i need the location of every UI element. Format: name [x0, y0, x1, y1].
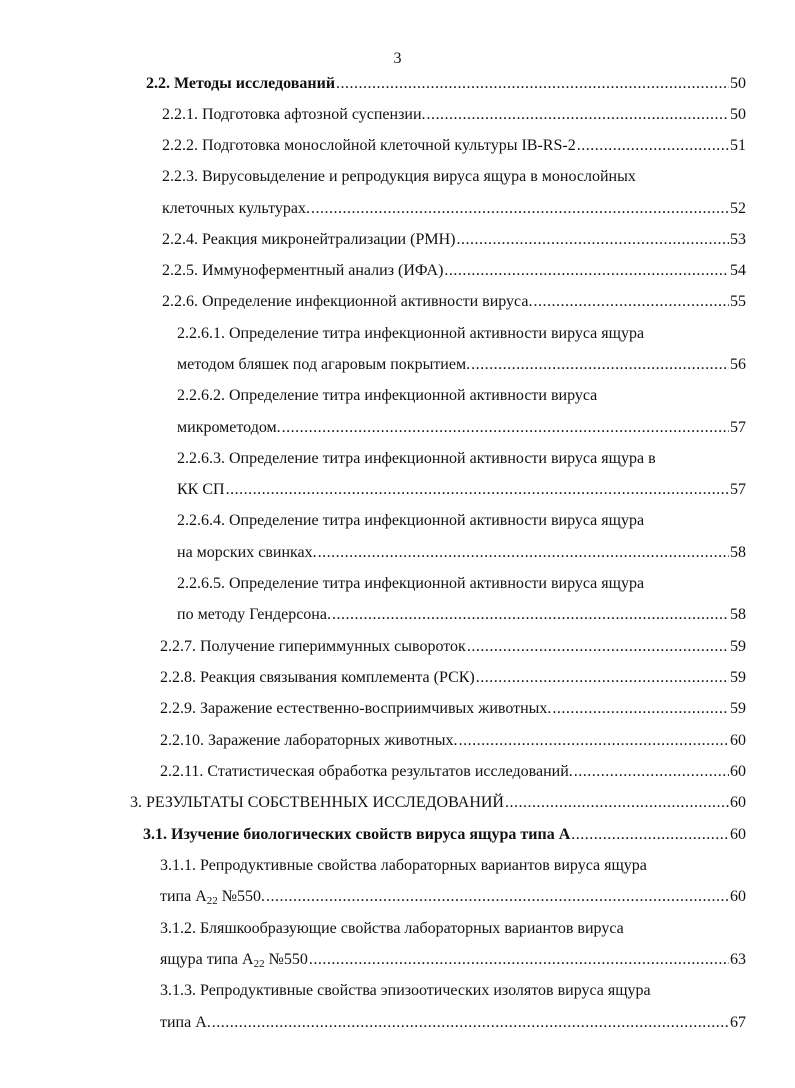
toc-entry-page: 60 — [730, 888, 746, 905]
subscript: 22 — [253, 958, 265, 970]
toc-entry-2-2-10[interactable] — [160, 732, 746, 750]
dot-leader — [226, 481, 729, 499]
dot-leader — [311, 200, 729, 218]
dot-leader — [266, 888, 729, 906]
toc-entry-2-2-2[interactable] — [162, 137, 746, 155]
toc-entry-page: 57 — [730, 419, 746, 436]
toc-entry-3-1-3[interactable] — [160, 1014, 746, 1032]
dot-leader — [212, 1014, 729, 1032]
toc-entry-3-1-3-line1[interactable]: 3.1.3. Репродуктивные свойства эпизоотических изолятов вируса ящура — [160, 982, 651, 999]
toc-entry-title: КК СП — [177, 481, 225, 498]
toc-entry-page: 51 — [730, 137, 746, 154]
toc-entry-title: 2.2.1. Подготовка афтозной суспензии. — [162, 106, 426, 123]
toc-entry-title: 2.2.5. Иммуноферментный анализ (ИФА) — [162, 262, 444, 279]
toc-entry-3-1-2[interactable] — [160, 951, 746, 969]
dot-leader — [444, 262, 729, 280]
dot-leader — [332, 606, 729, 624]
toc-entry-title — [160, 951, 308, 969]
toc-entry-3[interactable] — [130, 794, 746, 812]
toc-entry-title: 2.2. Методы исследований — [146, 75, 336, 92]
toc-entry-2-2-6-1-line1[interactable]: 2.2.6.1. Определение титра инфекционной активности вируса ящура — [177, 325, 645, 342]
toc-entry-title: типа А. — [160, 1014, 211, 1031]
toc-entry-page: 59 — [730, 638, 746, 655]
toc-entry-title: 2.2.4. Реакция микронейтрализации (РМН) — [162, 231, 456, 248]
dot-leader — [471, 356, 729, 374]
title-prefix: типа А — [160, 888, 207, 905]
toc-entry-3-1[interactable] — [143, 826, 746, 844]
toc-entry-2-2-5[interactable] — [162, 262, 746, 280]
toc-entry-3-1-2-line1[interactable]: 3.1.2. Бляшкообразующие свойства лабораторных вариантов вируса — [160, 920, 624, 937]
toc-entry-page: 60 — [730, 763, 746, 780]
toc-entry-page: 57 — [730, 481, 746, 498]
toc-entry-page: 54 — [730, 262, 746, 279]
dot-leader — [456, 231, 729, 249]
toc-entry-page: 63 — [730, 951, 746, 968]
toc-entry-2-2-3[interactable] — [162, 200, 746, 218]
title-suffix: №550 — [264, 951, 308, 968]
toc-entry-page: 67 — [730, 1014, 746, 1031]
toc-entry-title: 2.2.7. Получение гипериммунных сывороток — [160, 638, 466, 655]
dot-leader — [309, 951, 729, 969]
toc-entry-page: 60 — [730, 794, 746, 811]
toc-entry-title: 3.1. Изучение биологических свойств вируса ящура типа А — [143, 826, 571, 843]
toc-entry-3-1-1-line1[interactable]: 3.1.1. Репродуктивные свойства лабораторных вариантов вируса ящура — [160, 857, 647, 874]
toc-entry-2-2-9[interactable] — [160, 700, 746, 718]
toc-entry-page: 60 — [730, 826, 746, 843]
toc-entry-3-1-1[interactable] — [160, 888, 746, 906]
toc-entry-page: 58 — [730, 606, 746, 623]
title-prefix: ящура типа А — [160, 951, 254, 968]
toc-entry-page: 53 — [730, 231, 746, 248]
toc-entry-2-2-6-2-line1[interactable]: 2.2.6.2. Определение титра инфекционной активности вируса — [177, 387, 598, 404]
toc-entry-2-2-6-3[interactable] — [177, 481, 746, 499]
toc-entry-page: 60 — [730, 732, 746, 749]
toc-entry-2-2-6[interactable] — [162, 293, 746, 311]
toc-entry-page: 58 — [730, 544, 746, 561]
toc-entry-2-2-6-3-line1[interactable]: 2.2.6.3. Определение титра инфекционной активности вируса ящура в — [177, 450, 656, 467]
toc-entry-2-2-1[interactable] — [162, 106, 746, 124]
toc-entry-2-2-6-5-line1[interactable]: 2.2.6.5. Определение титра инфекционной активности вируса ящура — [177, 575, 645, 592]
toc-entry-2-2[interactable] — [146, 75, 746, 93]
toc-entry-page: 52 — [730, 200, 746, 217]
dot-leader — [552, 700, 729, 718]
toc-entry-2-2-6-5[interactable] — [177, 606, 746, 624]
toc-entry-page: 50 — [730, 106, 746, 123]
toc-entry-page: 50 — [730, 75, 746, 92]
toc-entry-2-2-6-4-line1[interactable]: 2.2.6.4. Определение титра инфекционной активности вируса ящура — [177, 512, 645, 529]
toc-entry-page: 59 — [730, 700, 746, 717]
toc-entry-title: 2.2.2. Подготовка монослойной клеточной культуры IB-RS-2 — [162, 137, 576, 154]
toc-entry-2-2-6-4[interactable] — [177, 544, 746, 562]
toc-entry-title: 2.2.10. Заражение лабораторных животных. — [160, 732, 458, 749]
toc-entry-2-2-4[interactable] — [162, 231, 746, 249]
toc-entry-title: 2.2.8. Реакция связывания комплемента (РСК) — [160, 669, 475, 686]
subscript: 22 — [206, 895, 218, 907]
toc-entry-page: 59 — [730, 669, 746, 686]
dot-leader — [577, 137, 729, 155]
toc-entry-title: 2.2.11. Статистическая обработка результатов исследований. — [160, 763, 573, 780]
toc-entry-2-2-11[interactable] — [160, 763, 746, 781]
dot-leader — [476, 669, 729, 687]
toc-entry-title: методом бляшек под агаровым покрытием. — [177, 356, 471, 373]
toc-entry-title: клеточных культурах. — [162, 200, 310, 217]
toc-entry-2-2-8[interactable] — [160, 669, 746, 687]
toc-entry-title — [160, 888, 265, 906]
dot-leader — [282, 419, 729, 437]
toc-entry-title: 2.2.6. Определение инфекционной активности вируса. — [162, 293, 533, 310]
dot-leader — [571, 826, 729, 844]
dot-leader — [318, 544, 729, 562]
dot-leader — [459, 732, 729, 750]
toc-entry-title: 3. РЕЗУЛЬТАТЫ СОБСТВЕННЫХ ИССЛЕДОВАНИЙ — [130, 794, 504, 811]
toc-entry-2-2-6-2[interactable] — [177, 419, 746, 437]
page-number: 3 — [393, 50, 402, 67]
dot-leader — [336, 75, 729, 93]
toc-entry-2-2-7[interactable] — [160, 638, 746, 656]
toc-entry-title: 2.2.9. Заражение естественно-восприимчивых животных. — [160, 700, 552, 717]
dot-leader — [467, 638, 729, 656]
toc-entry-title: микрометодом. — [177, 419, 281, 436]
dot-leader — [427, 106, 729, 124]
toc-entry-2-2-3-line1[interactable]: 2.2.3. Вирусовыделение и репродукция вируса ящура в монослойных — [162, 168, 636, 185]
toc-entry-title: на морских свинках. — [177, 544, 317, 561]
dot-leader — [533, 293, 729, 311]
dot-leader — [505, 794, 729, 812]
toc-entry-page: 55 — [730, 293, 746, 310]
title-suffix: №550. — [217, 888, 266, 905]
toc-entry-page: 56 — [730, 356, 746, 373]
toc-entry-title: по методу Гендерсона. — [177, 606, 331, 623]
dot-leader — [574, 763, 729, 781]
toc-entry-2-2-6-1[interactable] — [177, 356, 746, 374]
